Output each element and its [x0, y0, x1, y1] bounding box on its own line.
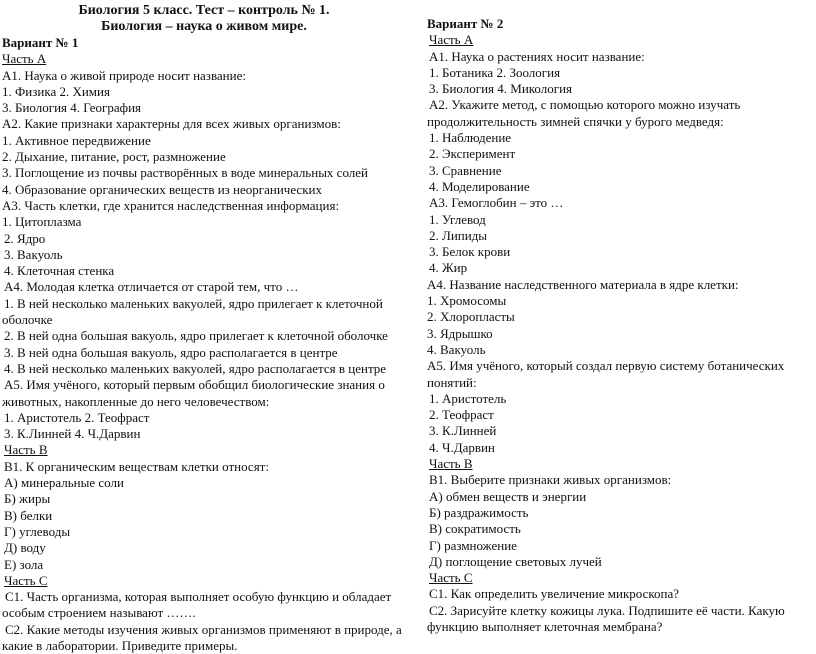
v1-a4-question: А4. Молодая клетка отличается от старой тем, что … [4, 279, 299, 295]
v2-a2-question-line-2: продолжительность зимней спячки у бурого медведя: [427, 113, 724, 129]
v2-b1-question: В1. Выберите признаки живых организмов: [429, 472, 672, 488]
v1-a4-option-1-line-2: оболочке [2, 312, 53, 328]
v1-a3-option: 3. Вакуоль [4, 246, 63, 262]
v2-part-a-label: Часть А [429, 32, 474, 48]
v2-a2-question-line-1: А2. Укажите метод, с помощью которого можно изучать [429, 97, 741, 113]
v1-c1-line-2: особым строением называют ……. [2, 605, 196, 621]
v2-a5-question-line-2: понятий: [427, 374, 477, 390]
v2-a4-option: 2. Хлоропласты [427, 309, 515, 325]
v2-b1-option: Г) размножение [429, 537, 517, 553]
variant-1-column [2, 0, 406, 654]
v2-a2-option: 2. Эксперимент [429, 146, 516, 162]
v1-a2-question: А2. Какие признаки характерны для всех живых организмов: [2, 116, 341, 132]
v1-a3-option: 1. Цитоплазма [2, 214, 82, 230]
v2-b1-option: Д) поглощение световых лучей [429, 553, 602, 569]
v2-a3-option: 1. Углевод [429, 211, 486, 227]
v1-a4-option: 4. В ней несколько маленьких вакуолей, ядро располагается в центре [4, 360, 387, 376]
variant-2-heading: Вариант № 2 [427, 16, 504, 31]
v2-a4-question: А4. Название наследственного материала в ядре клетки: [427, 276, 739, 292]
variant-2-column [427, 10, 812, 635]
v1-c2-line-2: какие в лаборатории. Приведите примеры. [2, 637, 238, 653]
v1-b1-option: Д) воду [4, 540, 46, 556]
v1-a5-options-line-1: 1. Аристотель 2. Теофраст [4, 409, 150, 425]
v1-part-c-label: Часть С [4, 572, 48, 588]
v1-b1-option: Е) зола [4, 556, 44, 572]
v1-c2-line-1: С2. Какие методы изучения живых организмов применяют в природе, а [5, 621, 402, 637]
v2-a1-options-line-1: 1. Ботаника 2. Зоология [429, 64, 561, 80]
v1-c1-line-1: С1. Часть организма, которая выполняет особую функцию и обладает [5, 589, 392, 605]
v1-part-a-label: Часть А [2, 51, 47, 67]
document-title-line-2: Биология – наука о живом мире. [101, 19, 307, 34]
v2-c2-line-1: С2. Зарисуйте клетку кожицы лука. Подпишите её части. Какую [429, 602, 785, 618]
v2-b1-option: Б) раздражимость [429, 504, 529, 520]
v2-b1-option: А) обмен веществ и энергии [429, 488, 587, 504]
v2-a1-options-line-2: 3. Биология 4. Микология [429, 81, 573, 97]
v1-a4-option: 3. В ней одна большая вакуоль, ядро располагается в центре [4, 344, 338, 360]
v1-a3-question: А3. Часть клетки, где хранится наследственная информация: [2, 197, 340, 213]
v1-a4-option-1-line-1: 1. В ней несколько маленьких вакуолей, ядро прилегает к клеточной [4, 295, 383, 311]
v1-a2-option: 3. Поглощение из почвы растворённых в воде минеральных солей [2, 165, 368, 181]
v1-a2-option: 4. Образование органических веществ из неорганических [2, 181, 322, 197]
v2-a5-option: 1. Аристотель [429, 390, 507, 406]
v1-b1-option: Б) жиры [4, 491, 51, 507]
v2-b1-option: В) сократимость [429, 521, 521, 537]
v1-b1-question: В1. К органическим веществам клетки относят: [4, 458, 269, 474]
v2-a1-question: А1. Наука о растениях носит название: [429, 48, 645, 64]
variant-1-heading: Вариант № 1 [2, 35, 79, 50]
v1-part-b-label: Часть В [4, 442, 48, 458]
v2-a5-option: 3. К.Линней [429, 423, 497, 439]
v1-b1-option: А) минеральные соли [4, 475, 124, 491]
v1-a1-options-line-2: 3. Биология 4. География [2, 100, 142, 116]
v2-a3-option: 2. Липиды [429, 227, 488, 243]
v1-a3-option: 2. Ядро [4, 230, 46, 246]
v2-a4-option: 4. Вакуоль [427, 341, 486, 357]
v2-a5-option: 4. Ч.Дарвин [429, 439, 495, 455]
v2-a4-option: 1. Хромосомы [427, 293, 507, 309]
v1-a2-option: 1. Активное передвижение [2, 132, 151, 148]
v2-a5-question-line-1: А5. Имя учёного, который создал первую систему ботанических [427, 358, 785, 374]
v1-a1-options-line-1: 1. Физика 2. Химия [2, 83, 110, 99]
v1-a2-option: 2. Дыхание, питание, рост, размножение [2, 149, 226, 165]
v2-c2-line-2: функцию выполняет клеточная мембрана? [427, 618, 663, 634]
v1-a1-question: А1. Наука о живой природе носит название: [2, 67, 246, 83]
v1-a5-options-line-2: 3. К.Линней 4. Ч.Дарвин [4, 426, 141, 442]
v2-c1-line-1: С1. Как определить увеличение микроскопа? [429, 586, 680, 602]
document-title-line-1: Биология 5 класс. Тест – контроль № 1. [78, 3, 330, 18]
v1-a5-question-line-1: А5. Имя учёного, который первым обобщил биологические знания о [4, 377, 385, 393]
v1-a4-option: 2. В ней одна большая вакуоль, ядро прилегает к клеточной оболочке [4, 328, 388, 344]
v2-a2-option: 4. Моделирование [429, 178, 530, 194]
v1-b1-option: В) белки [4, 507, 53, 523]
v2-a4-option: 3. Ядрышко [427, 325, 493, 341]
v2-a2-option: 3. Сравнение [429, 162, 502, 178]
v2-a3-question: А3. Гемоглобин – это … [429, 195, 564, 211]
v2-a3-option: 3. Белок крови [429, 244, 511, 260]
v2-a3-option: 4. Жир [429, 260, 468, 276]
v2-a2-option: 1. Наблюдение [429, 130, 512, 146]
v1-a3-option: 4. Клеточная стенка [4, 263, 115, 279]
v2-part-b-label: Часть В [429, 456, 473, 472]
v1-b1-option: Г) углеводы [4, 523, 71, 539]
v1-a5-question-line-2: животных, накопленные до него человечеством: [2, 393, 270, 409]
v2-part-c-label: Часть С [429, 570, 473, 586]
v2-a5-option: 2. Теофраст [429, 407, 494, 423]
